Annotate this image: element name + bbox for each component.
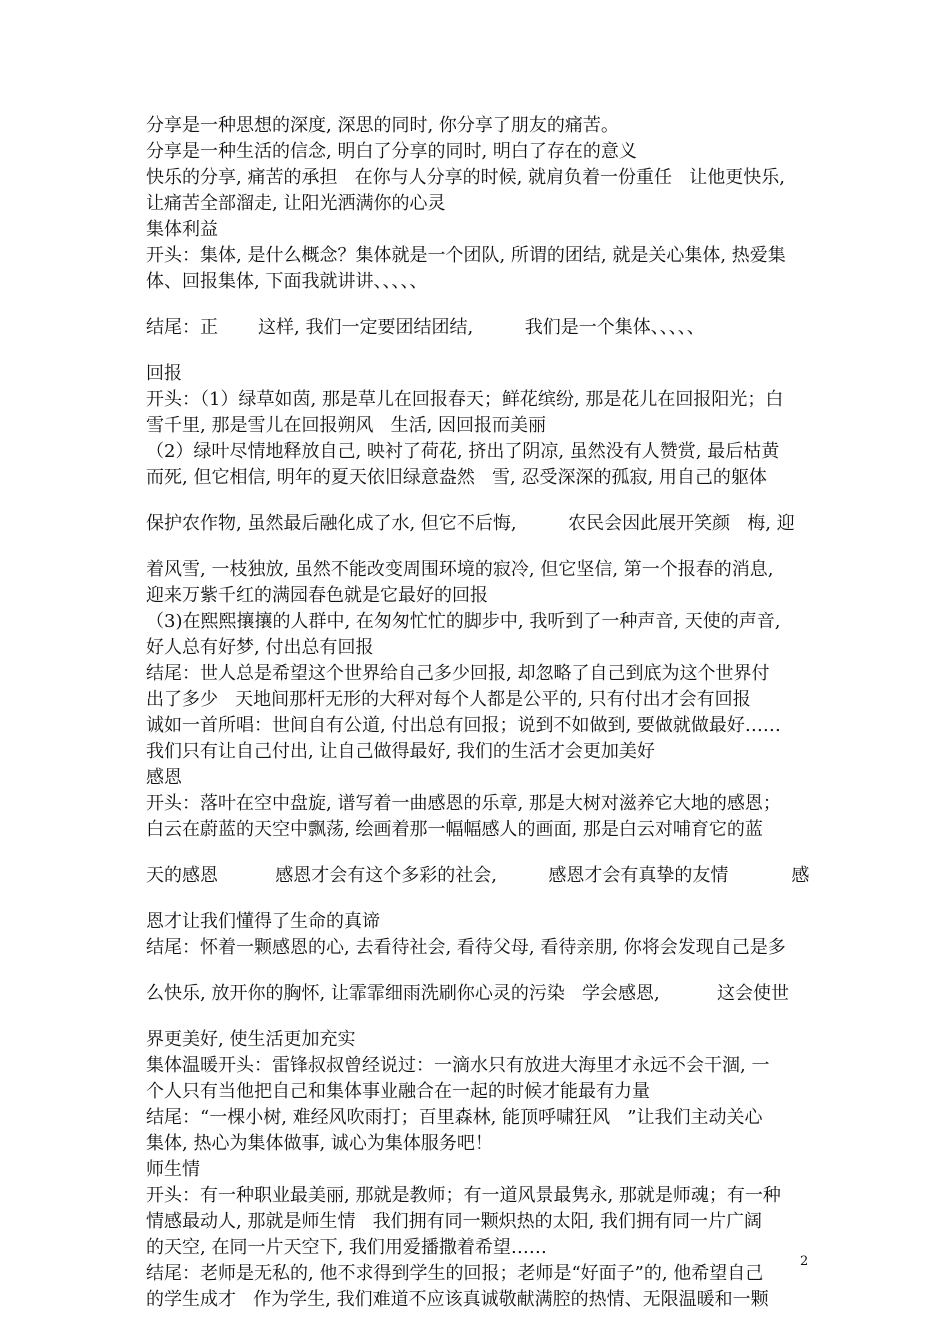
text-line: 的学生成才 作为学生, 我们难道不应该真诚敬献满腔的热情、无限温暖和一颗: [146, 1289, 769, 1310]
text-line: 雪千里, 那是雪儿在回报朔风 生活, 因回报而美丽: [146, 415, 547, 436]
text-line: 集体, 热心为集体做事, 诚心为集体服务吧！: [146, 1133, 493, 1154]
text-line: 么快乐, 放开你的胸怀, 让霏霏细雨洗刷你心灵的污染 学会感恩, 这会使世: [146, 983, 789, 1004]
text-line: 迎来万紫千红的满园春色就是它最好的回报: [146, 585, 488, 606]
text-line: 结尾：怀着一颗感恩的心, 去看待社会, 看待父母, 看待亲朋, 你将会发现自己是多: [146, 937, 786, 958]
line-gap: [146, 961, 816, 981]
text-line: 体、回报集体, 下面我就讲讲、、、、、: [146, 271, 428, 292]
text-line: 情感最动人, 那就是师生情 我们拥有同一颗炽热的太阳, 我们拥有同一片广阔: [146, 1211, 763, 1232]
text-body: [146, 113, 816, 1313]
text-line: 的天空, 在同一片天空下, 我们用爱播撒着希望……: [146, 1237, 547, 1258]
text-line: 着风雪, 一枝独放, 虽然不能改变周围环境的寂冷, 但它坚信, 第一个报春的消息,: [146, 559, 774, 580]
text-line: 结尾：老师是无私的, 他不求得到学生的回报；老师是“好面子”的, 他希望自己: [146, 1263, 764, 1284]
line-gap: [146, 843, 816, 863]
text-line: 开头：有一种职业最美丽, 那就是教师；有一道风景最隽永, 那就是师魂；有一种: [146, 1185, 781, 1206]
section-heading: 师生情: [146, 1159, 200, 1180]
line-gap: [146, 295, 816, 315]
text-line: 快乐的分享, 痛苦的承担 在你与人分享的时候, 就肩负着一份重任 让他更快乐,: [146, 167, 785, 188]
section-heading: 集体利益: [146, 219, 218, 240]
line-gap: [146, 537, 816, 557]
line-gap: [146, 1007, 816, 1027]
text-line: （2）绿叶尽情地释放自己, 映衬了荷花, 挤出了阴凉, 虽然没有人赞赏, 最后枯黄: [146, 441, 780, 462]
text-line: 个人只有当他把自己和集体事业融合在一起的时候才能最有力量: [146, 1081, 650, 1102]
text-line: 开头：落叶在空中盘旋, 谱写着一曲感恩的乐章, 那是大树对滋养它大地的感恩；: [146, 793, 781, 814]
text-line: 界更美好, 使生活更加充实: [146, 1029, 356, 1050]
text-line: 结尾：世人总是希望这个世界给自己多少回报, 却忽略了自己到底为这个世界付: [146, 663, 770, 684]
text-line: 让痛苦全部溜走, 让阳光洒满你的心灵: [146, 193, 446, 214]
line-gap: [146, 889, 816, 909]
line-gap: [146, 491, 816, 511]
text-line: 我们只有让自己付出, 让自己做得最好, 我们的生活才会更加美好: [146, 741, 655, 762]
text-line: 开头：集体, 是什么概念？集体就是一个团队, 所谓的团结, 就是关心集体, 热爱集: [146, 245, 786, 266]
text-line: 开头：（1）绿草如茵, 那是草儿在回报春天；鲜花缤纷, 那是花儿在回报阳光；白: [146, 389, 784, 410]
text-line: 结尾：“一棵小树, 难经风吹雨打；百里森林, 能顶呼啸狂风 ”让我们主动关心: [146, 1107, 763, 1128]
text-line: 结尾：正 这样, 我们一定要团结团结, 我们是一个集体、、、、、: [146, 317, 705, 338]
text-line: 好人总有好梦, 付出总有回报: [146, 637, 374, 658]
section-heading: 回报: [146, 363, 182, 384]
section-heading: 感恩: [146, 767, 182, 788]
page-number: 2: [800, 1254, 809, 1269]
text-line: 诚如一首所唱：世间自有公道, 付出总有回报；说到不如做到, 要做就做最好……: [146, 715, 781, 736]
text-line: 出了多少 天地间那杆无形的大秤对每个人都是公平的, 只有付出才会有回报: [146, 689, 751, 710]
text-line: 保护农作物, 虽然最后融化成了水, 但它不后悔, 农民会因此展开笑颜 梅, 迎: [146, 513, 795, 534]
text-line: 分享是一种思想的深度, 深思的同时, 你分享了朋友的痛苦。: [146, 115, 619, 136]
line-gap: [146, 341, 816, 361]
text-line: 而死, 但它相信, 明年的夏天依旧绿意盎然 雪, 忍受深深的孤寂, 用自己的躯体: [146, 467, 767, 488]
text-line: 分享是一种生活的信念, 明白了分享的同时, 明白了存在的意义: [146, 141, 637, 162]
text-line: （3)在熙熙攘攘的人群中, 在匆匆忙忙的脚步中, 我听到了一种声音, 天使的声音,: [146, 611, 781, 632]
text-line: 白云在蔚蓝的天空中飘荡, 绘画着那一幅幅感人的画面, 那是白云对哺育它的蓝: [146, 819, 763, 840]
text-line: 集体温暖开头：雷锋叔叔曾经说过：一滴水只有放进大海里才永远不会干涸, 一: [146, 1055, 770, 1076]
text-line: 天的感恩 感恩才会有这个多彩的社会, 感恩才会有真挚的友情 感: [146, 865, 810, 886]
text-line: 恩才让我们懂得了生命的真谛: [146, 911, 380, 932]
